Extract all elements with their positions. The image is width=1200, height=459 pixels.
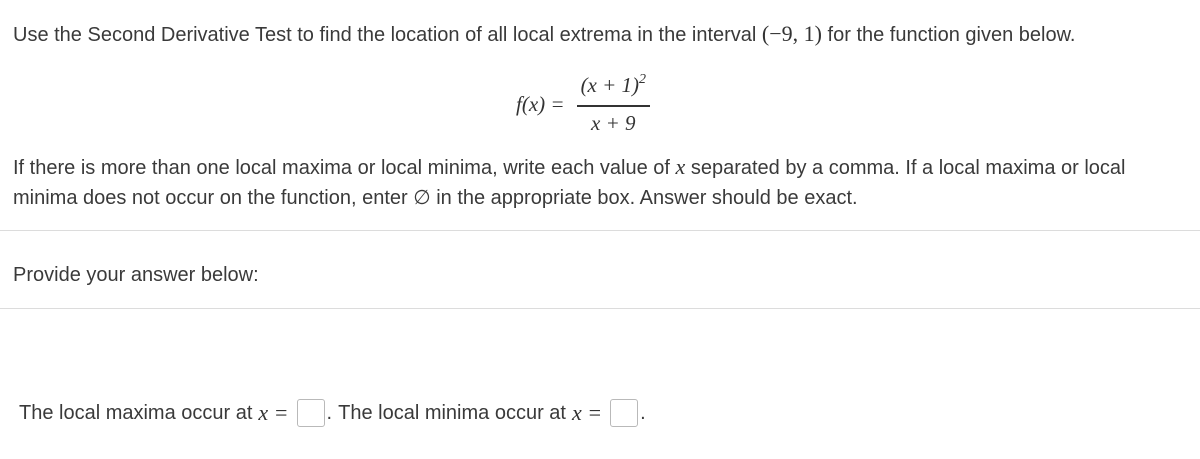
numerator-exponent: 2 bbox=[639, 72, 647, 88]
minima-label: The local minima occur at bbox=[338, 402, 566, 424]
question-text-after: for the function given below. bbox=[821, 24, 1076, 46]
answer-row bbox=[19, 396, 646, 430]
question-text bbox=[13, 20, 1075, 49]
interval-math: (−9, 1) bbox=[761, 21, 822, 46]
formula-fraction bbox=[577, 72, 650, 136]
minima-variable: x = bbox=[571, 400, 603, 425]
instructions-variable: x bbox=[675, 154, 686, 179]
maxima-separator: . bbox=[326, 402, 333, 424]
provide-answer-label: Provide your answer below: bbox=[13, 264, 259, 286]
numerator-base: (x + 1) bbox=[580, 73, 640, 98]
formula-denominator: x + 9 bbox=[591, 110, 636, 135]
formula-numerator bbox=[577, 72, 650, 105]
question-text-before: Use the Second Derivative Test to find the location of all local extrema in the interval bbox=[13, 24, 762, 46]
minima-end: . bbox=[640, 402, 646, 424]
function-formula bbox=[516, 68, 650, 140]
divider-bottom bbox=[0, 308, 1200, 309]
minima-answer-input[interactable] bbox=[610, 399, 638, 427]
maxima-label: The local maxima occur at bbox=[19, 402, 253, 424]
maxima-answer-input[interactable] bbox=[297, 399, 325, 427]
instructions-text-after: separated by a comma. If a local maxima or local minima does not occur on the function, enter ∅ in the appropriate box. Answer should be exact. bbox=[13, 157, 1126, 209]
maxima-variable: x = bbox=[258, 400, 289, 425]
instructions-text-before: If there is more than one local maxima or local minima, write each value of bbox=[13, 157, 676, 179]
instructions-text bbox=[13, 152, 1188, 213]
formula-lhs: f(x) = bbox=[516, 91, 565, 116]
divider-top bbox=[0, 230, 1200, 231]
